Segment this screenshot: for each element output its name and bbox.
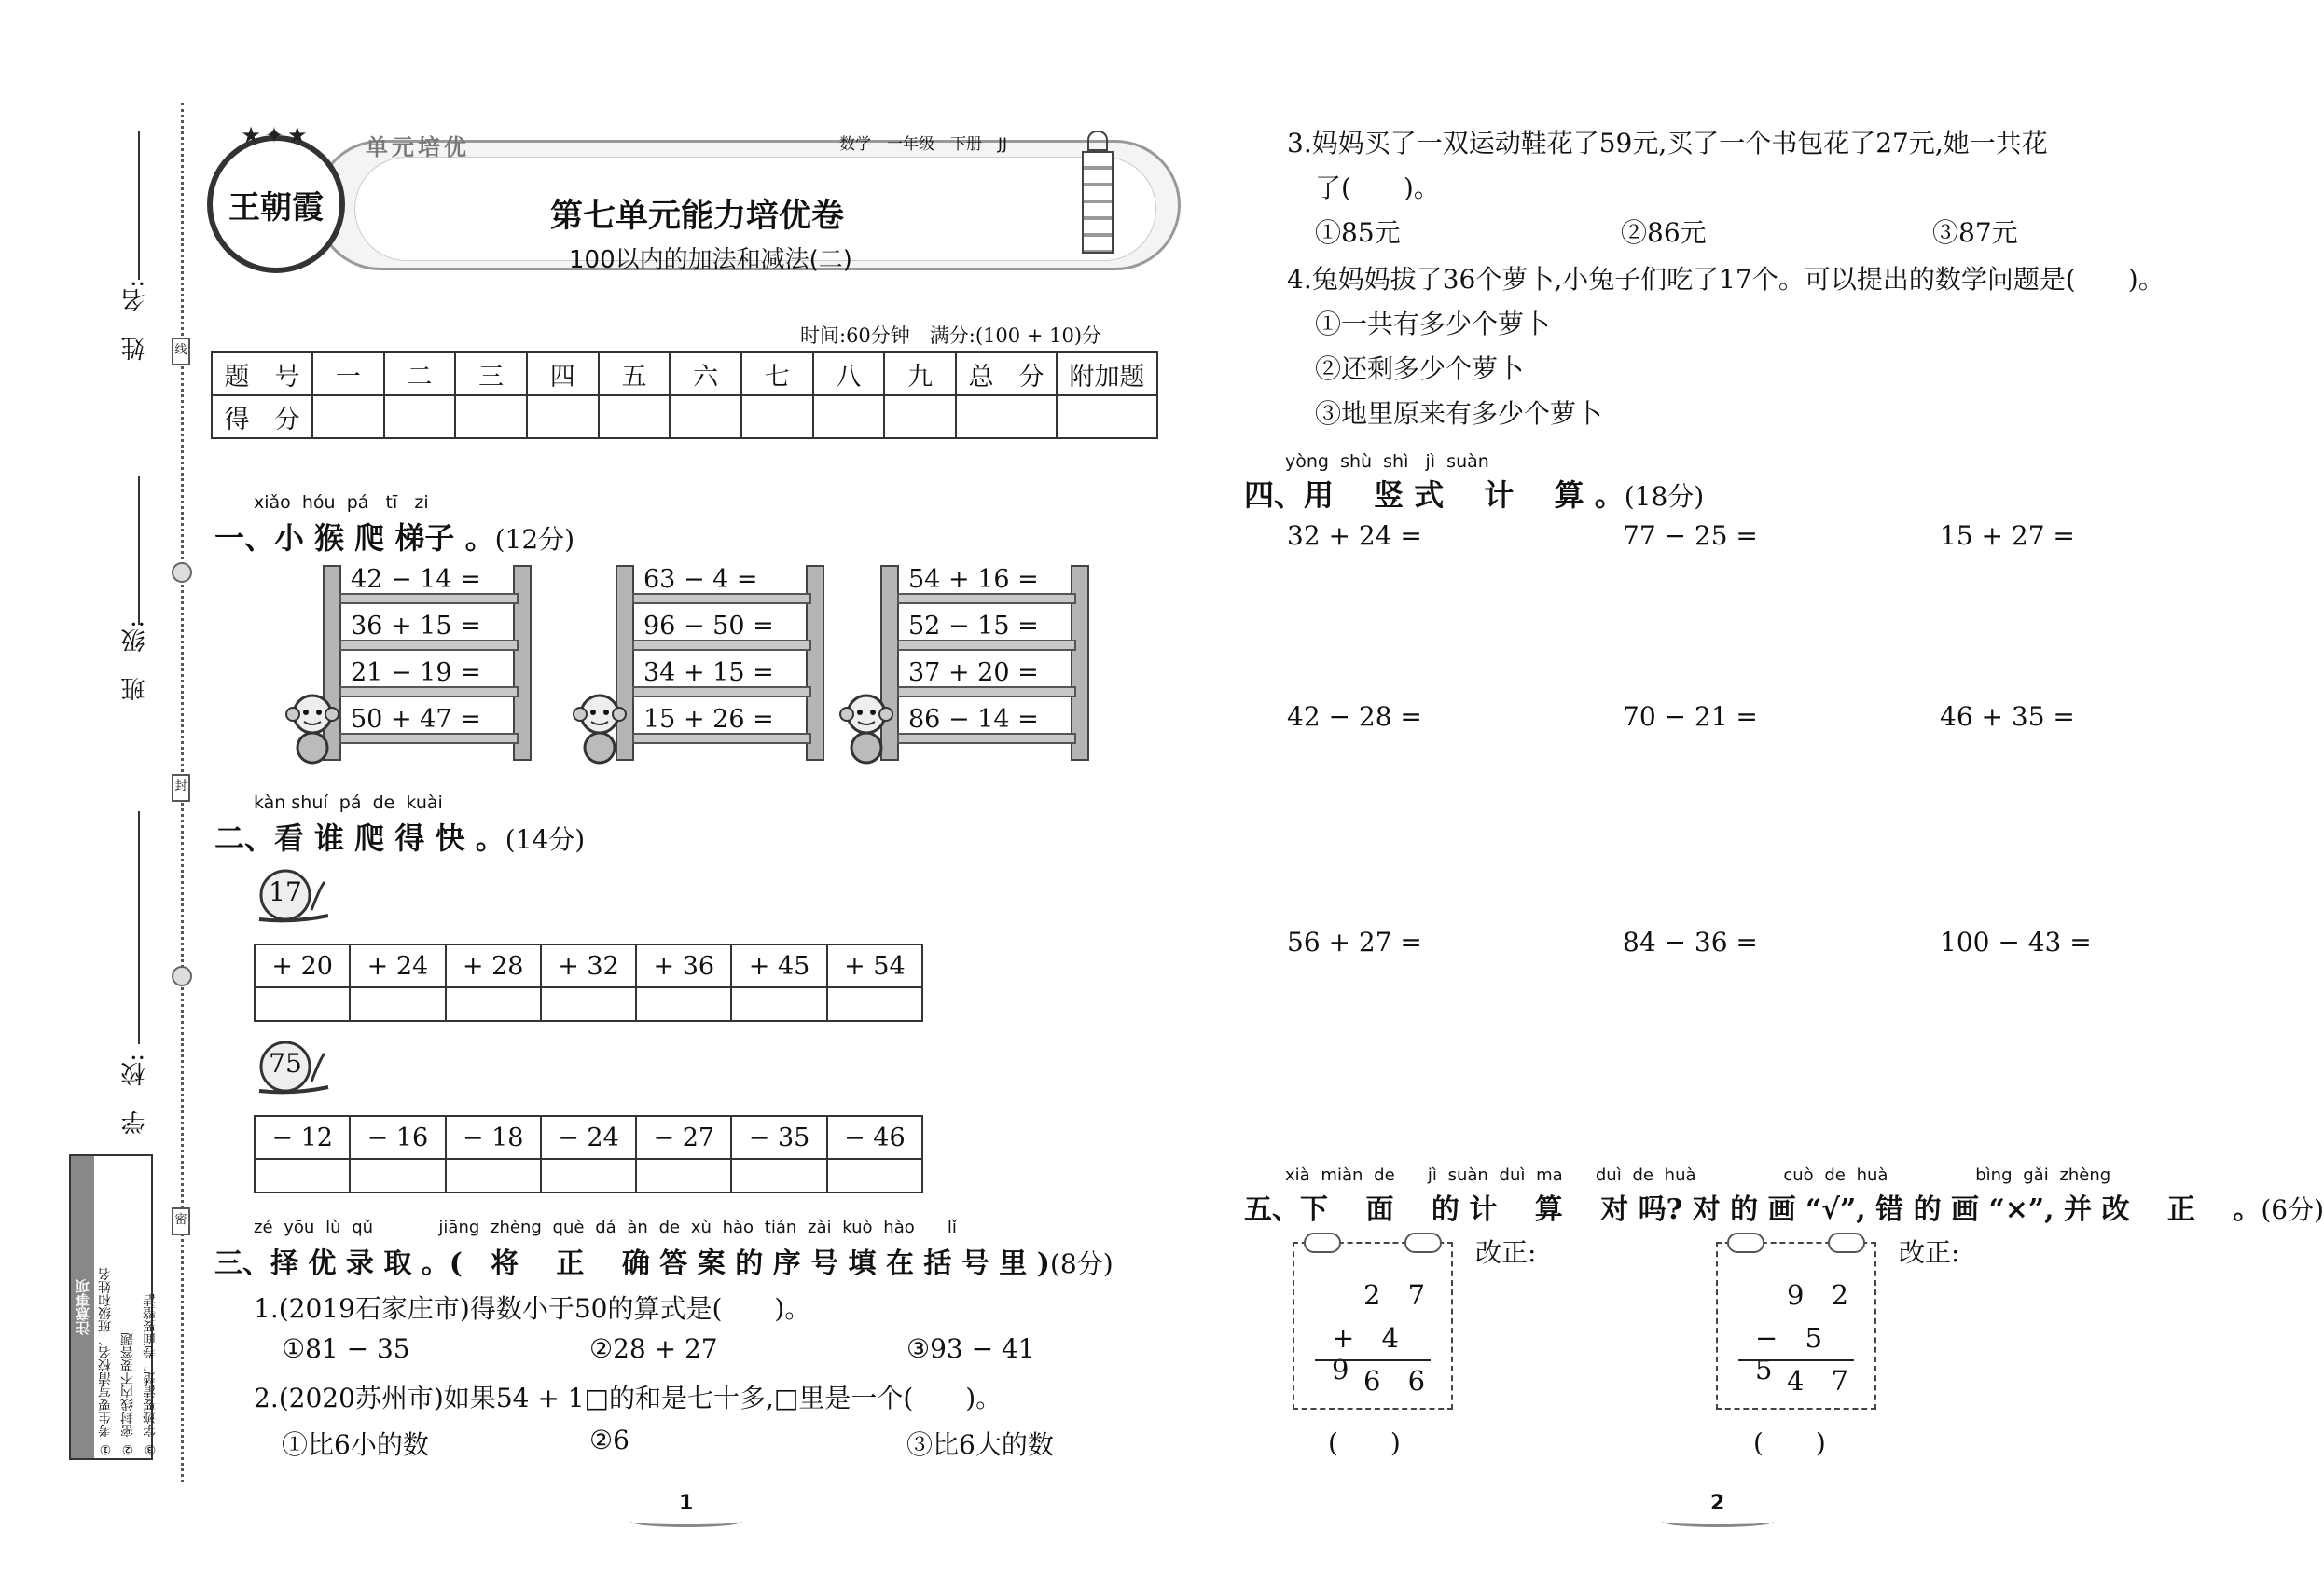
snail-icon <box>254 867 332 925</box>
add-cell: + 32 <box>541 944 636 987</box>
answer-cell[interactable] <box>255 1159 350 1192</box>
vertical-problem: 70 − 21 = <box>1623 701 1758 732</box>
note-item: ① 考生要写清校名、班级和姓名 <box>98 1267 113 1456</box>
answer-cell[interactable] <box>731 987 826 1021</box>
monkey-icon <box>571 692 629 765</box>
cut-mark-1: 线 <box>172 338 190 365</box>
add-cell: + 28 <box>446 944 541 987</box>
cut-mark-2: 封 <box>172 774 190 802</box>
answer-cell[interactable] <box>541 1159 636 1192</box>
s4-heading: 四、用 竖 式 计 算 。(18分) <box>1244 477 1705 513</box>
s1-pinyin: xiǎo hóu pá tī zi <box>254 492 429 513</box>
q1-option[interactable]: ①81 − 35 <box>282 1333 410 1364</box>
answer-cell[interactable] <box>350 1159 445 1192</box>
vertical-problem: 100 − 43 = <box>1940 927 2092 958</box>
score-header-cell: 总 分 <box>956 352 1057 395</box>
note-item: ③ 字迹要清楚，卷面要整洁 <box>143 1293 158 1456</box>
series-label: 单元培优 <box>366 134 470 160</box>
cut-mark-3: 密 <box>172 1207 190 1235</box>
ladder-problem: 54 + 16 = <box>908 565 1039 594</box>
s3-heading: 三、择 优 录 取 。( 将 正 确 答 案 的 序 号 填 在 括 号 里 )(8分) <box>214 1247 1114 1280</box>
q2-text: 2.(2020苏州市)如果54 + 1□的和是七十多,□里是一个( )。 <box>254 1383 1003 1413</box>
ladder-problem: 86 − 14 = <box>908 705 1039 734</box>
s5-heading: 五、下 面 的 计 算 对 吗? 对 的 画 “√”, 错 的 画 “×”, 并 改 正 。(6分) <box>1244 1193 2324 1226</box>
score-cell[interactable] <box>312 395 384 438</box>
school-field[interactable] <box>138 811 140 1044</box>
q4-option[interactable]: ②还剩多少个萝卜 <box>1315 353 1525 384</box>
ladder-1 <box>323 565 535 761</box>
q3-text: 3.妈妈买了一双运动鞋花了59元,买了一个书包花了27元,她一共花 <box>1287 128 2048 158</box>
sub-table <box>254 1115 923 1193</box>
page-number-left: 1 <box>679 1492 694 1515</box>
answer-cell[interactable] <box>446 1159 541 1192</box>
snail-number: 17 <box>269 876 302 907</box>
page-number-right: 2 <box>1710 1492 1725 1515</box>
class-field[interactable] <box>138 476 140 625</box>
calc-result: 4 7 <box>1787 1365 1859 1397</box>
score-cell[interactable] <box>1057 395 1157 438</box>
notes-title: 注意事项 <box>71 1156 94 1458</box>
ladder-problem: 21 − 19 = <box>351 658 481 687</box>
note-item: ② 密封线内不要答题 <box>120 1332 135 1456</box>
vertical-problem: 15 + 27 = <box>1940 520 2075 551</box>
ladder-2 <box>616 565 828 761</box>
vertical-problem: 46 + 35 = <box>1940 701 2075 732</box>
score-header-cell: 八 <box>813 352 885 395</box>
page-ornament <box>1662 1516 1774 1527</box>
snail-icon <box>254 1039 332 1096</box>
q3-text-cont: 了( )。 <box>1315 172 1440 203</box>
logo-text: 王朝霞 <box>228 189 324 227</box>
calc-top: 2 7 <box>1363 1279 1435 1311</box>
judge-paren[interactable]: ( ) <box>1328 1427 1401 1458</box>
answer-cell[interactable] <box>827 1159 922 1192</box>
time-score: 时间:60分钟 满分:(100 + 10)分 <box>800 324 1102 347</box>
q3-option[interactable]: ①85元 <box>1315 217 1401 248</box>
sub-cell: − 16 <box>350 1116 445 1159</box>
score-cell[interactable] <box>670 395 741 438</box>
ladder-problem: 96 − 50 = <box>643 612 774 641</box>
score-cell[interactable] <box>384 395 456 438</box>
score-cell[interactable] <box>813 395 885 438</box>
calc-line <box>1315 1359 1431 1361</box>
vertical-problem: 42 − 28 = <box>1287 701 1422 732</box>
s5-pinyin: xià miàn de jì suàn duì ma duì de huà cuò de huà bìng gǎi zhèng <box>1285 1165 2111 1185</box>
vertical-problem: 84 − 36 = <box>1623 927 1758 958</box>
class-label: 班 级: <box>121 620 149 701</box>
ladder-problem: 15 + 26 = <box>643 705 774 734</box>
q1-option[interactable]: ②28 + 27 <box>589 1333 718 1364</box>
vertical-problem: 32 + 24 = <box>1287 520 1422 551</box>
q2-option[interactable]: ②6 <box>589 1425 629 1455</box>
s4-pinyin: yòng shù shì jì suàn <box>1285 451 1489 472</box>
judge-paren[interactable]: ( ) <box>1753 1427 1826 1458</box>
answer-cell[interactable] <box>636 1159 731 1192</box>
logo <box>207 122 345 273</box>
paper-subtitle: 100以内的加法和减法(二) <box>569 246 852 274</box>
calc-line <box>1738 1359 1854 1361</box>
q4-text: 4.兔妈妈拔了36个萝卜,小兔子们吃了17个。可以提出的数学问题是( )。 <box>1287 264 2165 295</box>
sub-cell: − 18 <box>446 1116 541 1159</box>
binder-clip-icon <box>1828 1233 1865 1253</box>
score-header-cell: 四 <box>527 352 599 395</box>
q4-option[interactable]: ①一共有多少个萝卜 <box>1315 309 1551 339</box>
ladder-problem: 34 + 15 = <box>643 658 774 687</box>
s3-pinyin: zé yōu lù qǔ jiāng zhèng què dá àn de xù hào tián zài kuò hào lǐ <box>254 1218 957 1237</box>
ladder-problem: 50 + 47 = <box>351 705 481 734</box>
score-header-cell: 五 <box>599 352 671 395</box>
score-header-cell: 附加题 <box>1057 352 1157 395</box>
score-cell[interactable] <box>884 395 956 438</box>
calc-box-1 <box>1293 1242 1453 1410</box>
sub-cell: − 35 <box>731 1116 826 1159</box>
answer-cell[interactable] <box>541 987 636 1021</box>
answer-cell[interactable] <box>446 987 541 1021</box>
score-header-cell: 三 <box>455 352 527 395</box>
binder-clip-icon <box>1727 1233 1764 1253</box>
add-table <box>254 944 923 1022</box>
score-header-cell: 一 <box>312 352 384 395</box>
score-row-label: 得 分 <box>212 395 312 438</box>
s2-heading: 二、看 谁 爬 得 快 。(14分) <box>214 820 586 856</box>
score-cell[interactable] <box>956 395 1057 438</box>
paper-title: 第七单元能力培优卷 <box>550 198 845 235</box>
s2-pinyin: kàn shuí pá de kuài <box>254 792 443 813</box>
score-table <box>211 351 1158 439</box>
answer-cell[interactable] <box>827 987 922 1021</box>
score-cell[interactable] <box>741 395 813 438</box>
calc-box-2 <box>1716 1242 1876 1410</box>
calc-top: 9 2 <box>1787 1279 1859 1311</box>
calc-operand: + 4 9 <box>1332 1322 1408 1385</box>
answer-cell[interactable] <box>350 987 445 1021</box>
add-cell: + 20 <box>255 944 350 987</box>
fix-label: 改正: <box>1475 1237 1537 1268</box>
answer-cell[interactable] <box>636 987 731 1021</box>
sub-cell: − 12 <box>255 1116 350 1159</box>
sub-cell: − 24 <box>541 1116 636 1159</box>
score-header-cell: 六 <box>670 352 741 395</box>
sub-cell: − 46 <box>827 1116 922 1159</box>
calc-result: 6 6 <box>1363 1365 1435 1397</box>
ladder-problem: 63 − 4 = <box>643 565 758 594</box>
score-header-cell: 九 <box>884 352 956 395</box>
fix-label: 改正: <box>1899 1237 1960 1268</box>
grade-meta: 数学 一年级 下册 JJ <box>839 135 1008 154</box>
score-cell[interactable] <box>527 395 599 438</box>
answer-cell[interactable] <box>255 987 350 1021</box>
q2-option[interactable]: ①比6小的数 <box>282 1429 429 1460</box>
ladder-problem: 52 − 15 = <box>908 612 1039 641</box>
vertical-problem: 77 − 25 = <box>1623 520 1758 551</box>
score-header-cell: 题 号 <box>212 352 312 395</box>
add-cell: + 36 <box>636 944 731 987</box>
calc-operand: − 5 5 <box>1755 1322 1832 1385</box>
s1-heading: 一、小 猴 爬 梯子 。(12分) <box>214 520 575 556</box>
binder-clip-icon <box>1404 1233 1442 1253</box>
q3-option[interactable]: ②86元 <box>1621 217 1707 248</box>
add-cell: + 54 <box>827 944 922 987</box>
name-field[interactable] <box>138 131 140 280</box>
binding-hole-icon <box>172 562 192 583</box>
ladder-problem: 36 + 15 = <box>351 612 481 641</box>
add-cell: + 24 <box>350 944 445 987</box>
vertical-problem: 56 + 27 = <box>1287 927 1422 958</box>
score-cell[interactable] <box>599 395 671 438</box>
q3-option[interactable]: ③87元 <box>1932 217 2018 248</box>
monkey-icon <box>284 692 341 765</box>
name-label: 姓 名: <box>121 280 149 361</box>
monkey-icon <box>837 692 895 765</box>
add-cell: + 45 <box>731 944 826 987</box>
q4-option[interactable]: ③地里原来有多少个萝卜 <box>1315 398 1603 429</box>
score-cell[interactable] <box>455 395 527 438</box>
ladder-3 <box>880 565 1093 761</box>
page-ornament <box>630 1516 742 1527</box>
q1-text: 1.(2019石家庄市)得数小于50的算式是( )。 <box>254 1293 811 1324</box>
answer-cell[interactable] <box>731 1159 826 1192</box>
score-header-cell: 七 <box>741 352 813 395</box>
q1-option[interactable]: ③93 − 41 <box>906 1333 1035 1364</box>
ladder-problem: 37 + 20 = <box>908 658 1039 687</box>
sub-cell: − 27 <box>636 1116 731 1159</box>
binding-hole-icon <box>172 966 192 986</box>
q2-option[interactable]: ③比6大的数 <box>906 1429 1054 1460</box>
lighthouse-icon <box>1074 131 1121 254</box>
school-label: 学 校: <box>121 1054 149 1135</box>
ladder-problem: 42 − 14 = <box>351 565 481 594</box>
score-header-cell: 二 <box>384 352 456 395</box>
logo-crown-icon: ★✦★ <box>241 122 311 148</box>
snail-number: 75 <box>269 1048 302 1079</box>
binder-clip-icon <box>1304 1233 1341 1253</box>
notes-box <box>69 1154 158 1460</box>
